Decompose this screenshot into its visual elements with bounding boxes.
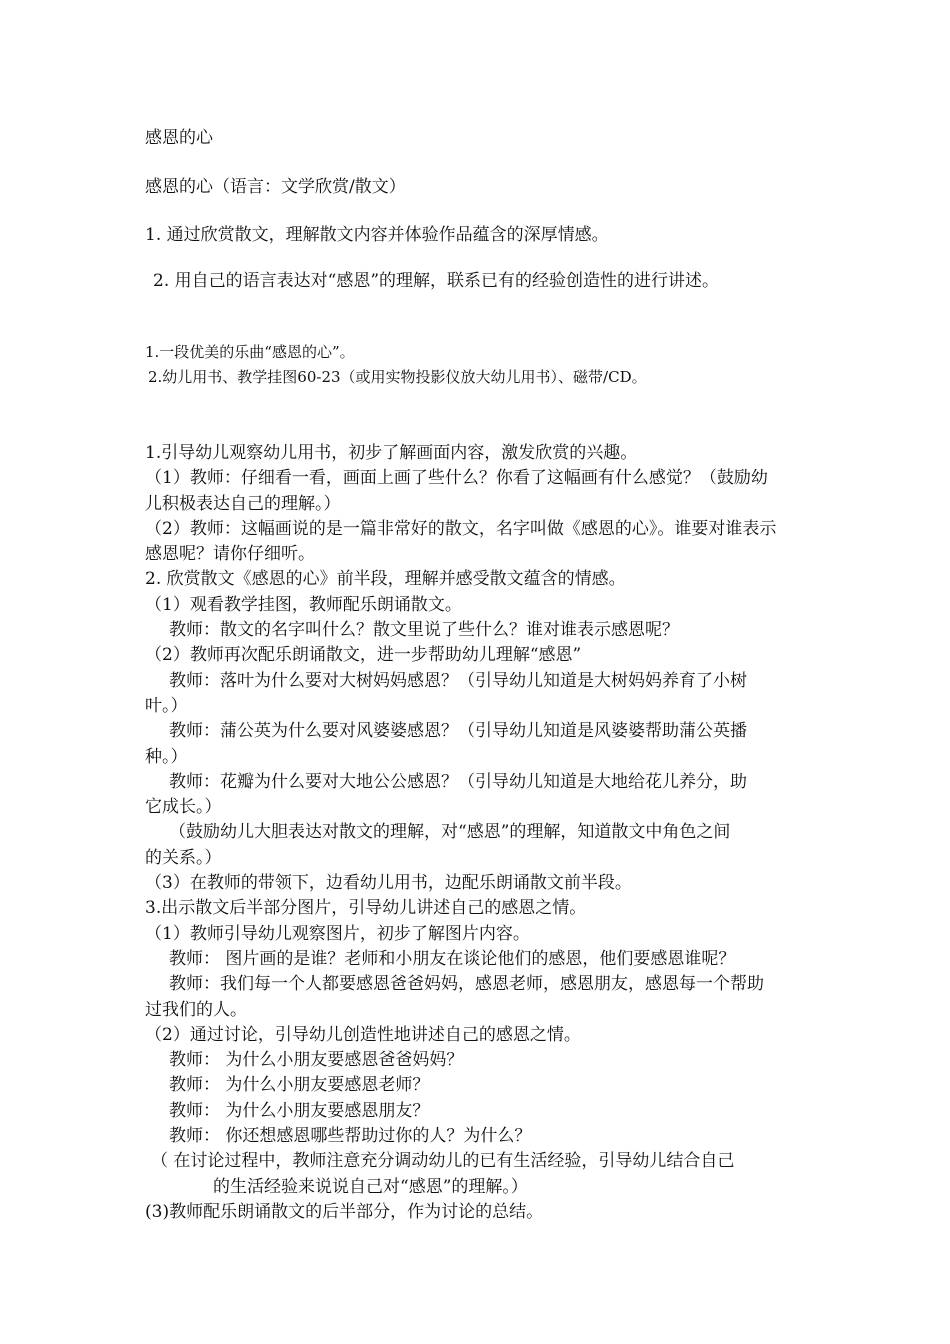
process-line: 教师： 为什么小朋友要感恩爸爸妈妈？ (169, 1050, 464, 1071)
process-line: （ 在讨论过程中，教师注意充分调动幼儿的已有生活经验，引导幼儿结合自己 (151, 1151, 735, 1172)
process-line: 2. 欣赏散文《感恩的心》前半段，理解并感受散文蕴含的情感。 (145, 569, 626, 590)
material-1: 1.一段优美的乐曲“感恩的心”。 (145, 343, 355, 361)
process-line: （2）教师：这幅画说的是一篇非常好的散文，名字叫做《感恩的心》。谁要对谁表示 (145, 518, 777, 539)
process-section (145, 441, 813, 1225)
process-line: 教师： 图片画的是谁？老师和小朋友在谈论他们的感恩，他们要感恩谁呢？ (169, 948, 736, 969)
material-2: 2.幼儿用书、教学挂图60-23（或用实物投影仪放大幼儿用书）、磁带/CD。 (148, 368, 647, 386)
process-line: 教师：散文的名字叫什么？散文里说了些什么？谁对谁表示感恩呢？ (169, 620, 679, 641)
process-line: 种。） (145, 746, 188, 767)
process-line: （2）教师再次配乐朗诵散文，进一步帮助幼儿理解“感恩” (145, 645, 582, 666)
process-line: 的关系。） (145, 847, 222, 868)
doc-subtitle: 感恩的心（语言：文学欣赏/散文） (145, 177, 406, 197)
process-line: 教师： 为什么小朋友要感恩朋友？ (169, 1100, 430, 1121)
process-line: （1）教师引导幼儿观察图片，初步了解图片内容。 (145, 923, 530, 944)
process-line: 教师：蒲公英为什么要对风婆婆感恩？（引导幼儿知道是风婆婆帮助蒲公英播 (169, 721, 747, 742)
process-line: 它成长。） (145, 797, 222, 818)
goal-1: 1. 通过欣赏散文，理解散文内容并体验作品蕴含的深厚情感。 (145, 225, 609, 245)
process-line: 教师：花瓣为什么要对大地公公感恩？（引导幼儿知道是大地给花儿养分，助 (169, 771, 747, 792)
process-line: 儿积极表达自己的理解。） (145, 493, 341, 514)
process-line: 1.引导幼儿观察幼儿用书，初步了解画面内容，激发欣赏的兴趣。 (145, 443, 638, 463)
process-line: 教师：我们每一个人都要感恩爸爸妈妈，感恩老师，感恩朋友，感恩每一个帮助 (169, 974, 764, 995)
process-line: 教师： 为什么小朋友要感恩老师？ (169, 1075, 430, 1096)
doc-title: 感恩的心 (145, 128, 213, 148)
process-line: 教师：落叶为什么要对大树妈妈感恩？（引导幼儿知道是大树妈妈养育了小树 (169, 670, 747, 691)
process-line: 感恩呢？请你仔细听。 (145, 544, 315, 565)
process-line: （鼓励幼儿大胆表达对散文的理解，对“感恩”的理解，知道散文中角色之间 (169, 822, 731, 843)
process-line: 的生活经验来说说自己对“感恩”的理解。） (213, 1176, 528, 1197)
process-line: （1）教师：仔细看一看，画面上画了些什么？你看了这幅画有什么感觉？（鼓励幼 (145, 468, 768, 489)
goal-2: 2. 用自己的语言表达对“感恩”的理解，联系已有的经验创造性的进行讲述。 (153, 271, 720, 291)
process-line: 过我们的人。 (145, 999, 247, 1020)
process-line: （1）观看教学挂图，教师配乐朗诵散文。 (145, 594, 462, 615)
process-line: (3)教师配乐朗诵散文的后半部分，作为讨论的总结。 (145, 1201, 544, 1222)
process-line: 叶。） (145, 695, 188, 716)
process-line: 教师： 你还想感恩哪些帮助过你的人？为什么？ (169, 1126, 532, 1147)
process-line: （2）通过讨论，引导幼儿创造性地讲述自己的感恩之情。 (145, 1024, 581, 1045)
process-line: （3）在教师的带领下，边看幼儿用书，边配乐朗诵散文前半段。 (145, 873, 632, 894)
process-line: 3.出示散文后半部分图片，引导幼儿讲述自己的感恩之情。 (145, 898, 587, 919)
